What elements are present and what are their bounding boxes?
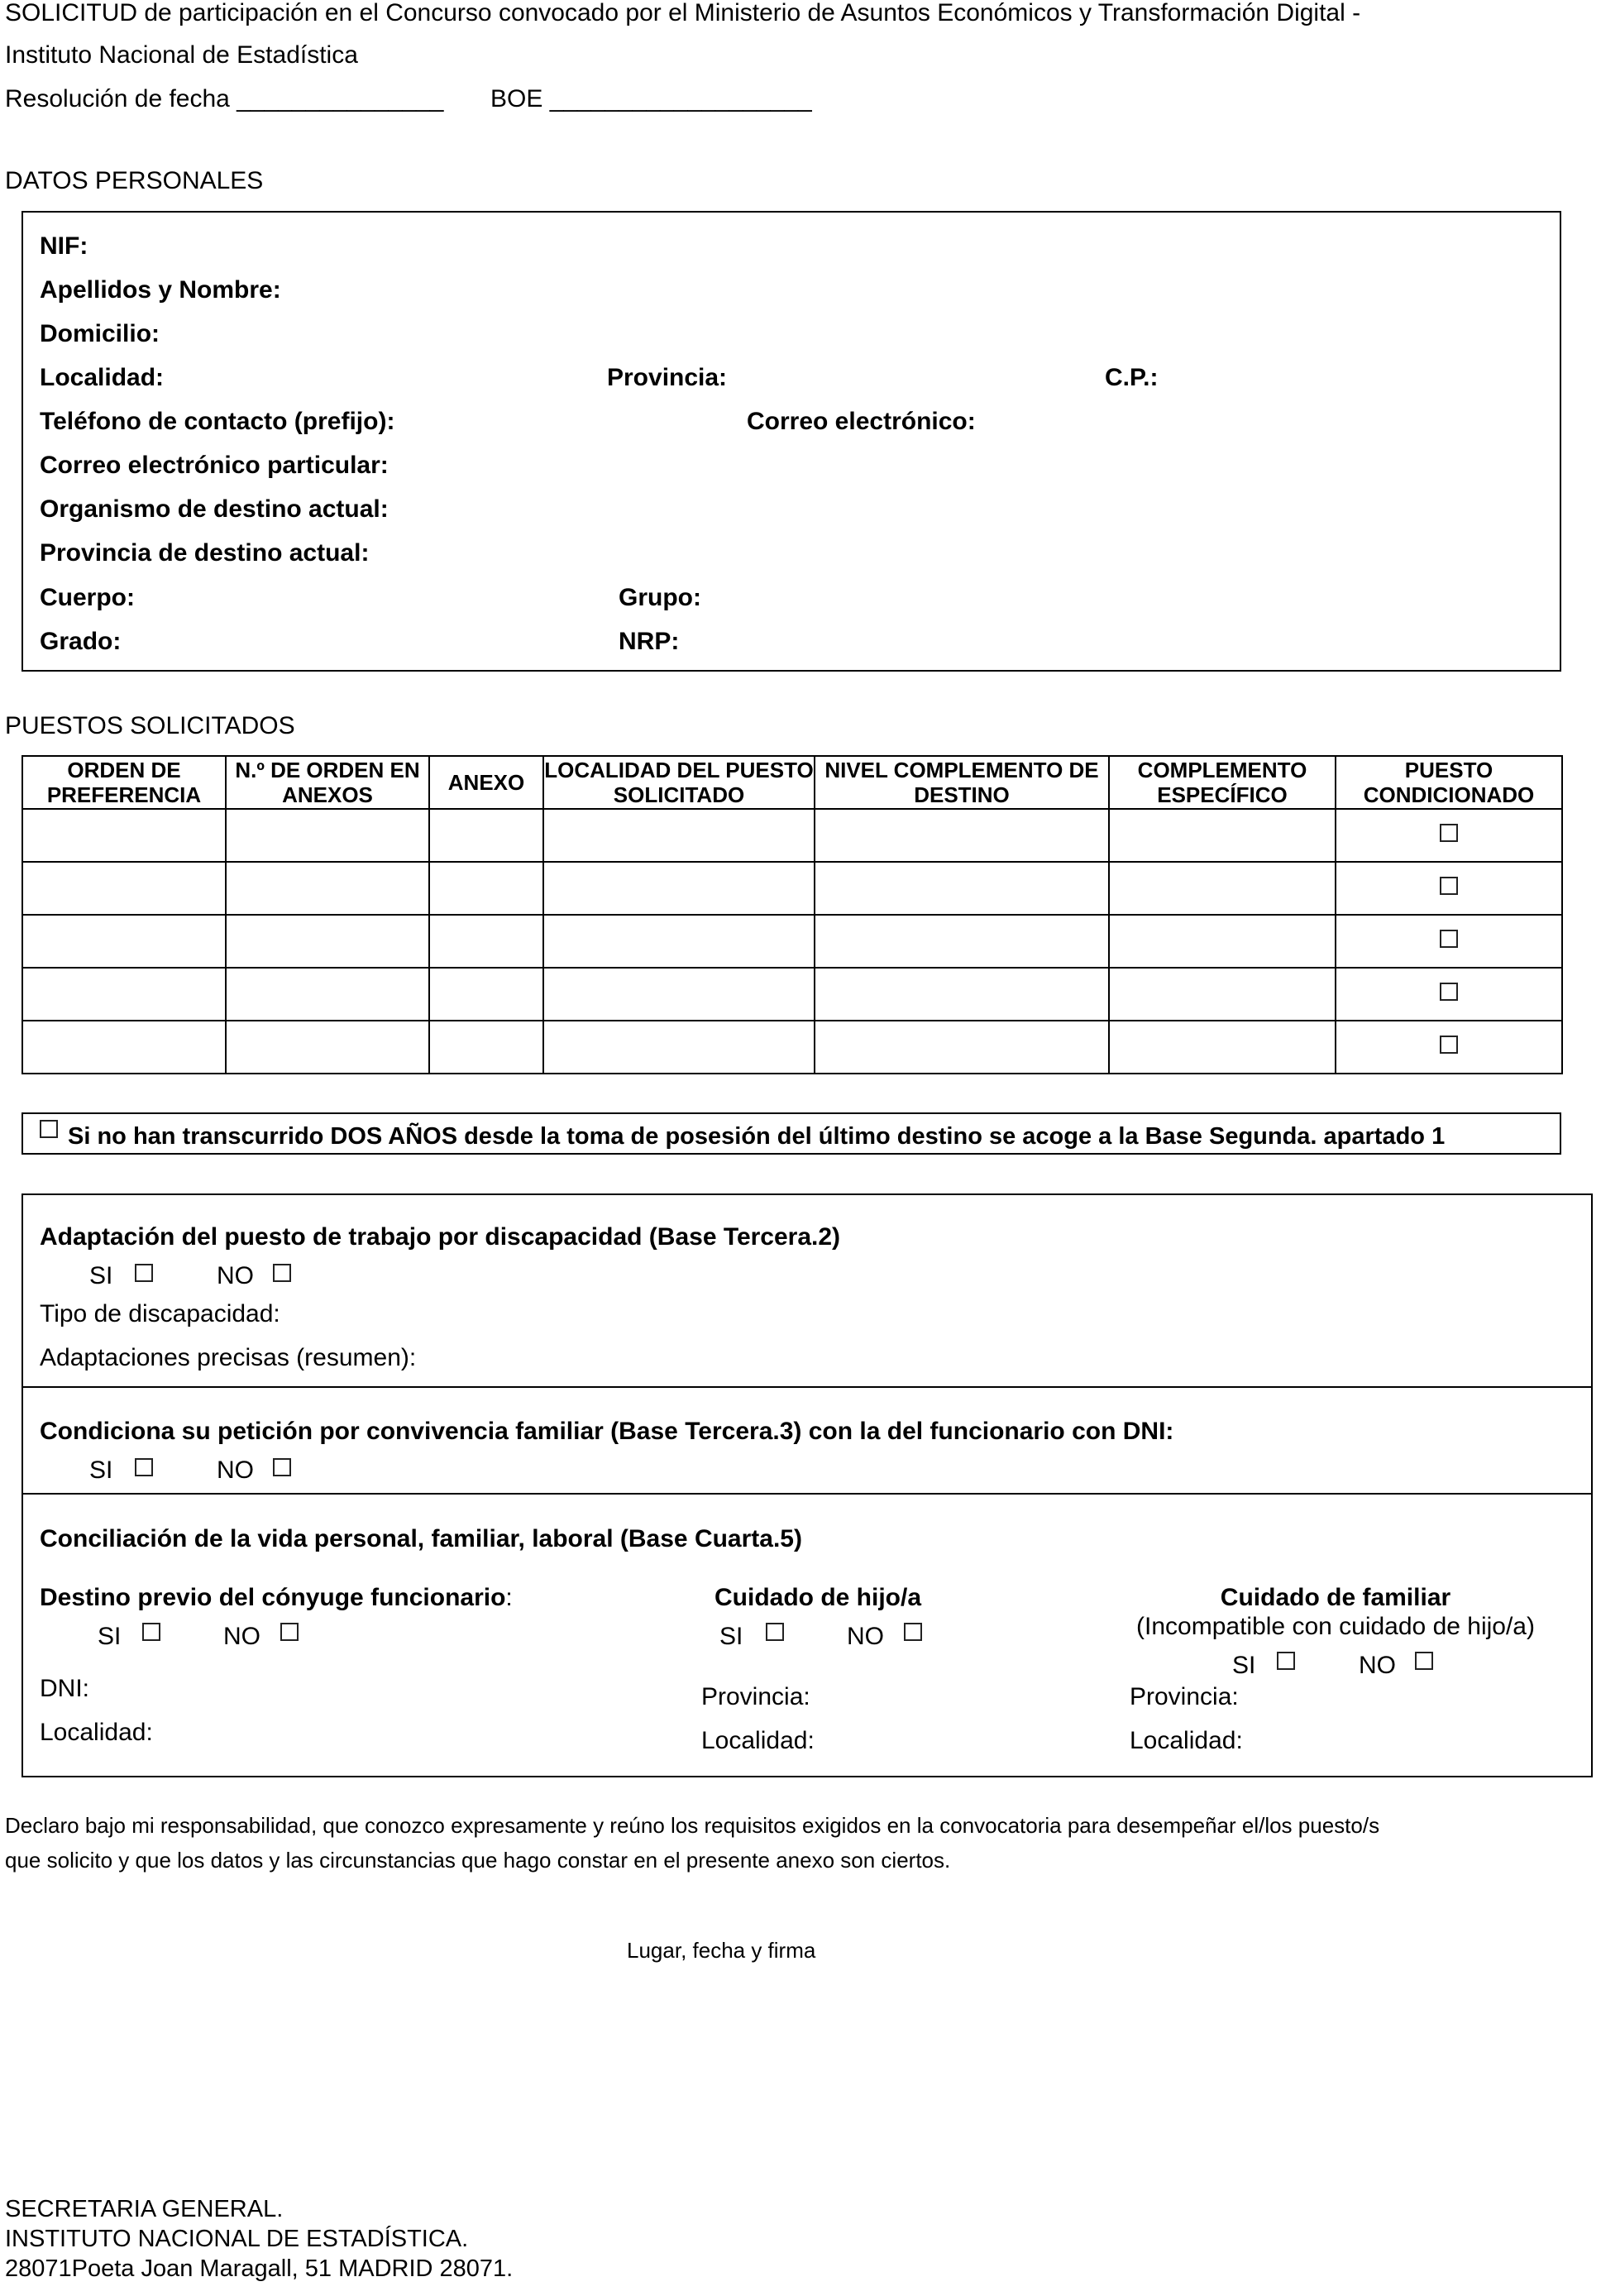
organismo-label: Organismo de destino actual: [40,495,389,523]
hijo-no-label: NO [847,1623,884,1650]
conyuge-localidad-label: Localidad: [40,1719,153,1746]
hijo-si-label: SI [719,1623,743,1650]
col-orden-preferencia: ORDEN DE PREFERENCIA [22,756,226,809]
table-cell[interactable] [429,915,543,968]
familiar-localidad-label: Localidad: [1130,1727,1243,1754]
convivencia-si-label: SI [89,1457,113,1484]
familiar-provincia-label: Provincia: [1130,1683,1239,1710]
footer-line3: 28071Poeta Joan Maragall, 51 MADRID 28071. [5,2255,514,2282]
hijo-si-checkbox[interactable] [766,1623,784,1641]
declaracion-line1: Declaro bajo mi responsabilidad, que conozco expresamente y reúno los requisitos exigidos en la convocatoria para desempeñar el/los puesto/s [5,1813,1380,1838]
form-title-line2: Instituto Nacional de Estadística [5,41,358,69]
form-title-line1: SOLICITUD de participación en el Concurso convocado por el Ministerio de Asuntos Económicos y Transformación Digital - [5,0,1361,26]
footer-line1: SECRETARIA GENERAL. [5,2196,284,2222]
table-row [22,809,1562,862]
table-cell[interactable] [815,862,1109,915]
table-cell [1336,862,1562,915]
adaptacion-no-checkbox[interactable] [273,1264,291,1282]
familiar-si-checkbox[interactable] [1277,1652,1295,1670]
col-complemento-especifico: COMPLEMENTO ESPECÍFICO [1109,756,1336,809]
familiar-no-label: NO [1359,1652,1396,1679]
col-numero-orden: N.º DE ORDEN EN ANEXOS [226,756,429,809]
col-localidad: LOCALIDAD DEL PUESTO SOLICITADO [544,758,814,807]
familiar-si-label: SI [1232,1652,1256,1679]
hijo-no-checkbox[interactable] [904,1623,922,1641]
condicionado-checkbox[interactable] [1440,1036,1458,1054]
table-cell[interactable] [226,1021,429,1074]
localidad-label: Localidad: [40,364,165,391]
condicionado-checkbox[interactable] [1440,930,1458,948]
conyuge-title-colon: : [505,1584,513,1611]
table-cell[interactable] [543,862,815,915]
familiar-no-checkbox[interactable] [1415,1652,1433,1670]
table-cell [1336,915,1562,968]
table-cell[interactable] [815,915,1109,968]
cuerpo-label: Cuerpo: [40,584,135,611]
domicilio-label: Domicilio: [40,320,160,347]
tipo-discapacidad-label: Tipo de discapacidad: [40,1300,280,1327]
conciliacion-title: Conciliación de la vida personal, familiar, laboral (Base Cuarta.5) [40,1525,802,1552]
hijo-localidad-label: Localidad: [701,1727,815,1754]
convivencia-si-checkbox[interactable] [135,1458,153,1476]
conyuge-si-label: SI [98,1623,122,1650]
conyuge-title-text: Destino previo del cónyuge funcionario [40,1584,506,1611]
boe-field[interactable]: BOE ___________________ [490,85,812,112]
telefono-label: Teléfono de contacto (prefijo): [40,408,395,435]
condicionado-checkbox[interactable] [1440,877,1458,895]
correo-particular-label: Correo electrónico particular: [40,452,389,479]
table-cell [1336,968,1562,1021]
table-cell[interactable] [22,809,226,862]
cp-label: C.P.: [1105,364,1159,391]
divider [22,1386,1593,1388]
table-cell[interactable] [429,809,543,862]
conyuge-si-checkbox[interactable] [142,1623,160,1641]
table-cell[interactable] [226,862,429,915]
condicionado-checkbox[interactable] [1440,983,1458,1001]
table-cell[interactable] [543,809,815,862]
correo-label: Correo electrónico: [747,408,976,435]
grupo-label: Grupo: [619,584,701,611]
table-row [22,862,1562,915]
table-cell[interactable] [1109,809,1336,862]
table-cell[interactable] [429,862,543,915]
table-cell[interactable] [543,915,815,968]
conyuge-no-label: NO [223,1623,260,1650]
adaptacion-si-checkbox[interactable] [135,1264,153,1282]
resolucion-fecha-field[interactable]: Resolución de fecha _______________ [5,85,444,112]
datos-personales-title: DATOS PERSONALES [5,167,264,194]
provincia-destino-label: Provincia de destino actual: [40,539,370,567]
table-row [22,968,1562,1021]
table-row [22,1021,1562,1074]
adaptaciones-label: Adaptaciones precisas (resumen): [40,1344,417,1371]
table-cell[interactable] [226,968,429,1021]
table-cell[interactable] [22,968,226,1021]
col-nivel-complemento: NIVEL COMPLEMENTO DE DESTINO [815,756,1109,809]
familiar-subtitle: (Incompatible con cuidado de hijo/a) [1136,1613,1535,1640]
adaptacion-si-label: SI [89,1262,113,1289]
adaptacion-title: Adaptación del puesto de trabajo por discapacidad (Base Tercera.2) [40,1223,841,1251]
divider [22,1493,1593,1495]
lugar-fecha-firma: Lugar, fecha y firma [627,1938,816,1963]
conyuge-no-checkbox[interactable] [280,1623,299,1641]
declaracion-line2: que solicito y que los datos y las circunstancias que hago constar en el presente anexo son ciertos. [5,1848,951,1873]
footer-line2: INSTITUTO NACIONAL DE ESTADÍSTICA. [5,2226,469,2252]
hijo-provincia-label: Provincia: [701,1683,810,1710]
table-cell[interactable] [226,915,429,968]
table-cell[interactable] [543,968,815,1021]
apellidos-label: Apellidos y Nombre: [40,276,281,304]
convivencia-no-checkbox[interactable] [273,1458,291,1476]
puestos-table [22,755,1563,1074]
grado-label: Grado: [40,628,122,655]
table-cell[interactable] [815,809,1109,862]
dos-anos-checkbox[interactable] [40,1120,58,1138]
conyuge-title [40,1583,513,1613]
col-puesto-condicionado: PUESTO CONDICIONADO [1336,756,1562,809]
adaptacion-no-label: NO [217,1262,254,1289]
dos-anos-text: Si no han transcurrido DOS AÑOS desde la toma de posesión del último destino se acoge a la Base Segunda. apartado 1 [68,1123,1446,1150]
familiar-title: Cuidado de familiar [1220,1584,1451,1611]
nrp-label: NRP: [619,628,680,655]
dos-anos-checkbox-wrap [40,1122,58,1141]
convivencia-no-label: NO [217,1457,254,1484]
convivencia-title: Condiciona su petición por convivencia familiar (Base Tercera.3) con la del funcionario con DNI: [40,1418,1174,1445]
nif-label: NIF: [40,232,88,260]
table-cell[interactable] [1109,1021,1336,1074]
table-cell [1336,1021,1562,1074]
provincia-label: Provincia: [607,364,728,391]
hijo-title: Cuidado de hijo/a [714,1584,922,1611]
table-row [22,915,1562,968]
table-cell[interactable] [543,1021,815,1074]
table-cell[interactable] [22,862,226,915]
table-cell[interactable] [22,915,226,968]
condicionado-checkbox[interactable] [1440,824,1458,842]
table-cell[interactable] [815,968,1109,1021]
table-cell[interactable] [226,809,429,862]
table-cell[interactable] [22,1021,226,1074]
table-cell[interactable] [1109,968,1336,1021]
table-cell[interactable] [1109,915,1336,968]
puestos-title: PUESTOS SOLICITADOS [5,712,295,739]
table-cell[interactable] [429,968,543,1021]
table-cell [1336,809,1562,862]
table-cell[interactable] [429,1021,543,1074]
col-anexo: ANEXO [429,756,543,809]
conyuge-dni-label: DNI: [40,1675,89,1702]
table-cell[interactable] [1109,862,1336,915]
table-cell[interactable] [815,1021,1109,1074]
